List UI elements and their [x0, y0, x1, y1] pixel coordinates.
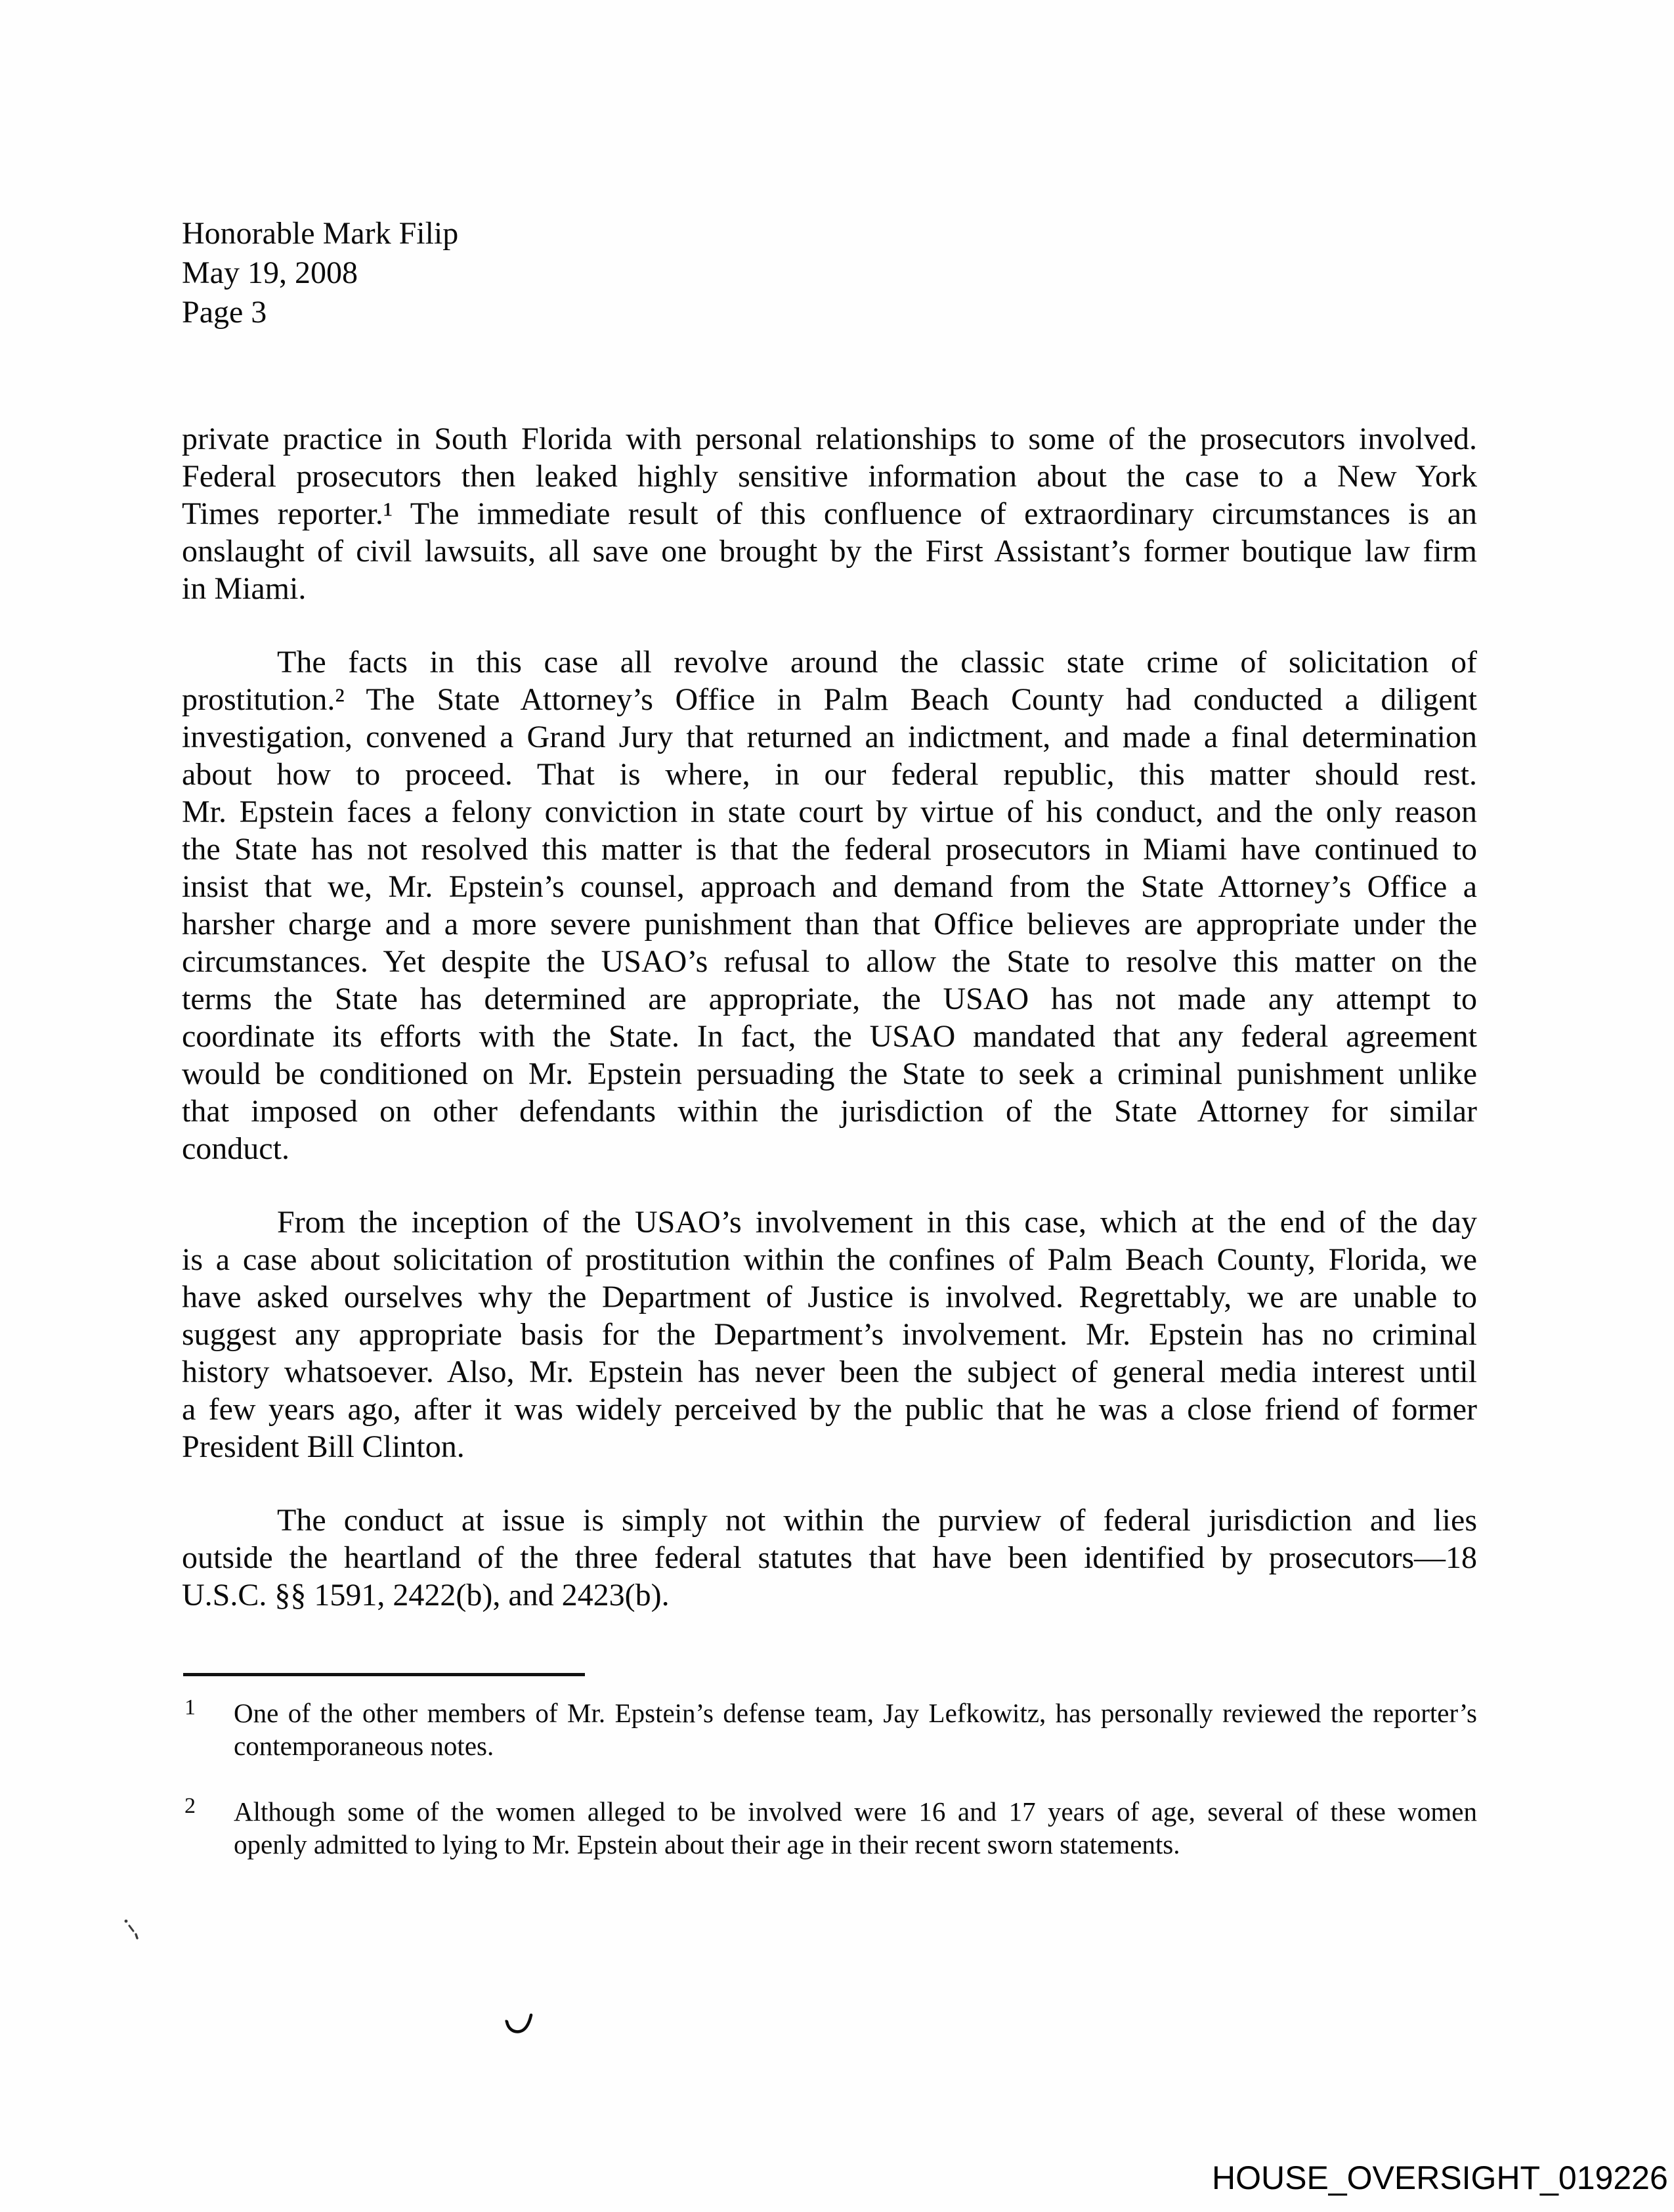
text-line: circumstances. Yet despite the USAO’s refusal to allow the State to resolve this matter on the	[182, 944, 1477, 979]
text-line: prostitution.² The State Attorney’s Office in Palm Beach County had conducted a diligent	[182, 682, 1477, 717]
text-line: is a case about solicitation of prostitution within the confines of Palm Beach County, Florida, we	[182, 1242, 1477, 1277]
text-line: harsher charge and a more severe punishment than that Office believes are appropriate under the	[182, 907, 1477, 942]
header-date: May 19, 2008	[182, 255, 358, 290]
letter-header	[182, 214, 458, 332]
text-line: Federal prosecutors then leaked highly sensitive information about the case to a New York	[182, 459, 1477, 494]
text-line: From the inception of the USAO’s involvement in this case, which at the end of the day	[277, 1205, 1477, 1240]
text-line: would be conditioned on Mr. Epstein persuading the State to seek a criminal punishment unlike	[182, 1056, 1477, 1091]
text-line: Although some of the women alleged to be involved were 16 and 17 years of age, several of these women	[234, 1796, 1477, 1827]
text-line: President Bill Clinton.	[182, 1429, 465, 1464]
paragraph	[182, 420, 1477, 607]
text-line: about how to proceed. That is where, in our federal republic, this matter should rest.	[182, 757, 1477, 792]
footnote-item	[182, 1795, 1477, 1861]
letter-body	[182, 420, 1477, 1650]
footnote-text	[182, 1795, 1477, 1861]
text-line: private practice in South Florida with personal relationships to some of the prosecutors involved.	[182, 422, 1477, 456]
text-line: The conduct at issue is simply not within the purview of federal jurisdiction and lies	[277, 1503, 1477, 1538]
text-line: U.S.C. §§ 1591, 2422(b), and 2423(b).	[182, 1578, 670, 1613]
text-line: coordinate its efforts with the State. In fact, the USAO mandated that any federal agreement	[182, 1019, 1477, 1054]
text-line: onslaught of civil lawsuits, all save one brought by the First Assistant’s former boutique law firm	[182, 534, 1477, 569]
text-line: the State has not resolved this matter is that the federal prosecutors in Miami have continued to	[182, 832, 1477, 867]
text-line: in Miami.	[182, 571, 307, 606]
text-line: The facts in this case all revolve around the classic state crime of solicitation of	[277, 645, 1477, 680]
text-line: that imposed on other defendants within the jurisdiction of the State Attorney for similar	[182, 1094, 1477, 1129]
text-line: have asked ourselves why the Department of Justice is involved. Regrettably, we are unable to	[182, 1280, 1477, 1314]
text-line: investigation, convened a Grand Jury that returned an indictment, and made a final determination	[182, 720, 1477, 754]
pen-curve-mark	[504, 2013, 536, 2035]
header-page-number: Page 3	[182, 295, 267, 330]
paragraph	[182, 1502, 1477, 1614]
text-line: openly admitted to lying to Mr. Epstein about their age in their recent sworn statements.	[234, 1829, 1180, 1859]
text-line: Mr. Epstein faces a felony conviction in state court by virtue of his conduct, and the only reason	[182, 794, 1477, 829]
paragraph	[182, 643, 1477, 1167]
text-line: terms the State has determined are appropriate, the USAO has not made any attempt to	[182, 982, 1477, 1016]
footnote-text	[182, 1697, 1477, 1762]
text-line: outside the heartland of the three federal statutes that have been identified by prosecutors—18	[182, 1540, 1477, 1575]
footnote-marker: 2	[184, 1794, 196, 1818]
text-line: conduct.	[182, 1131, 290, 1166]
text-line: One of the other members of Mr. Epstein’s defense team, Jay Lefkowitz, has personally reviewed the reporter’s	[234, 1698, 1477, 1728]
text-line: insist that we, Mr. Epstein’s counsel, approach and demand from the State Attorney’s Office a	[182, 869, 1477, 904]
footnote-marker: 1	[184, 1695, 196, 1720]
header-recipient: Honorable Mark Filip	[182, 216, 459, 251]
text-line: history whatsoever. Also, Mr. Epstein has never been the subject of general media interest until	[182, 1355, 1477, 1389]
text-line: a few years ago, after it was widely perceived by the public that he was a close friend of former	[182, 1392, 1477, 1427]
bates-stamp: HOUSE_OVERSIGHT_019226	[1212, 2159, 1668, 2196]
text-line: contemporaneous notes.	[234, 1731, 494, 1761]
scan-speck-mark	[123, 1919, 142, 1941]
footnotes-section	[182, 1697, 1477, 1894]
footnote-separator-rule	[183, 1673, 585, 1676]
text-line: suggest any appropriate basis for the Department’s involvement. Mr. Epstein has no criminal	[182, 1317, 1477, 1352]
footnote-item	[182, 1697, 1477, 1762]
text-line: Times reporter.¹ The immediate result of this confluence of extraordinary circumstances is an	[182, 496, 1477, 531]
paragraph	[182, 1204, 1477, 1465]
